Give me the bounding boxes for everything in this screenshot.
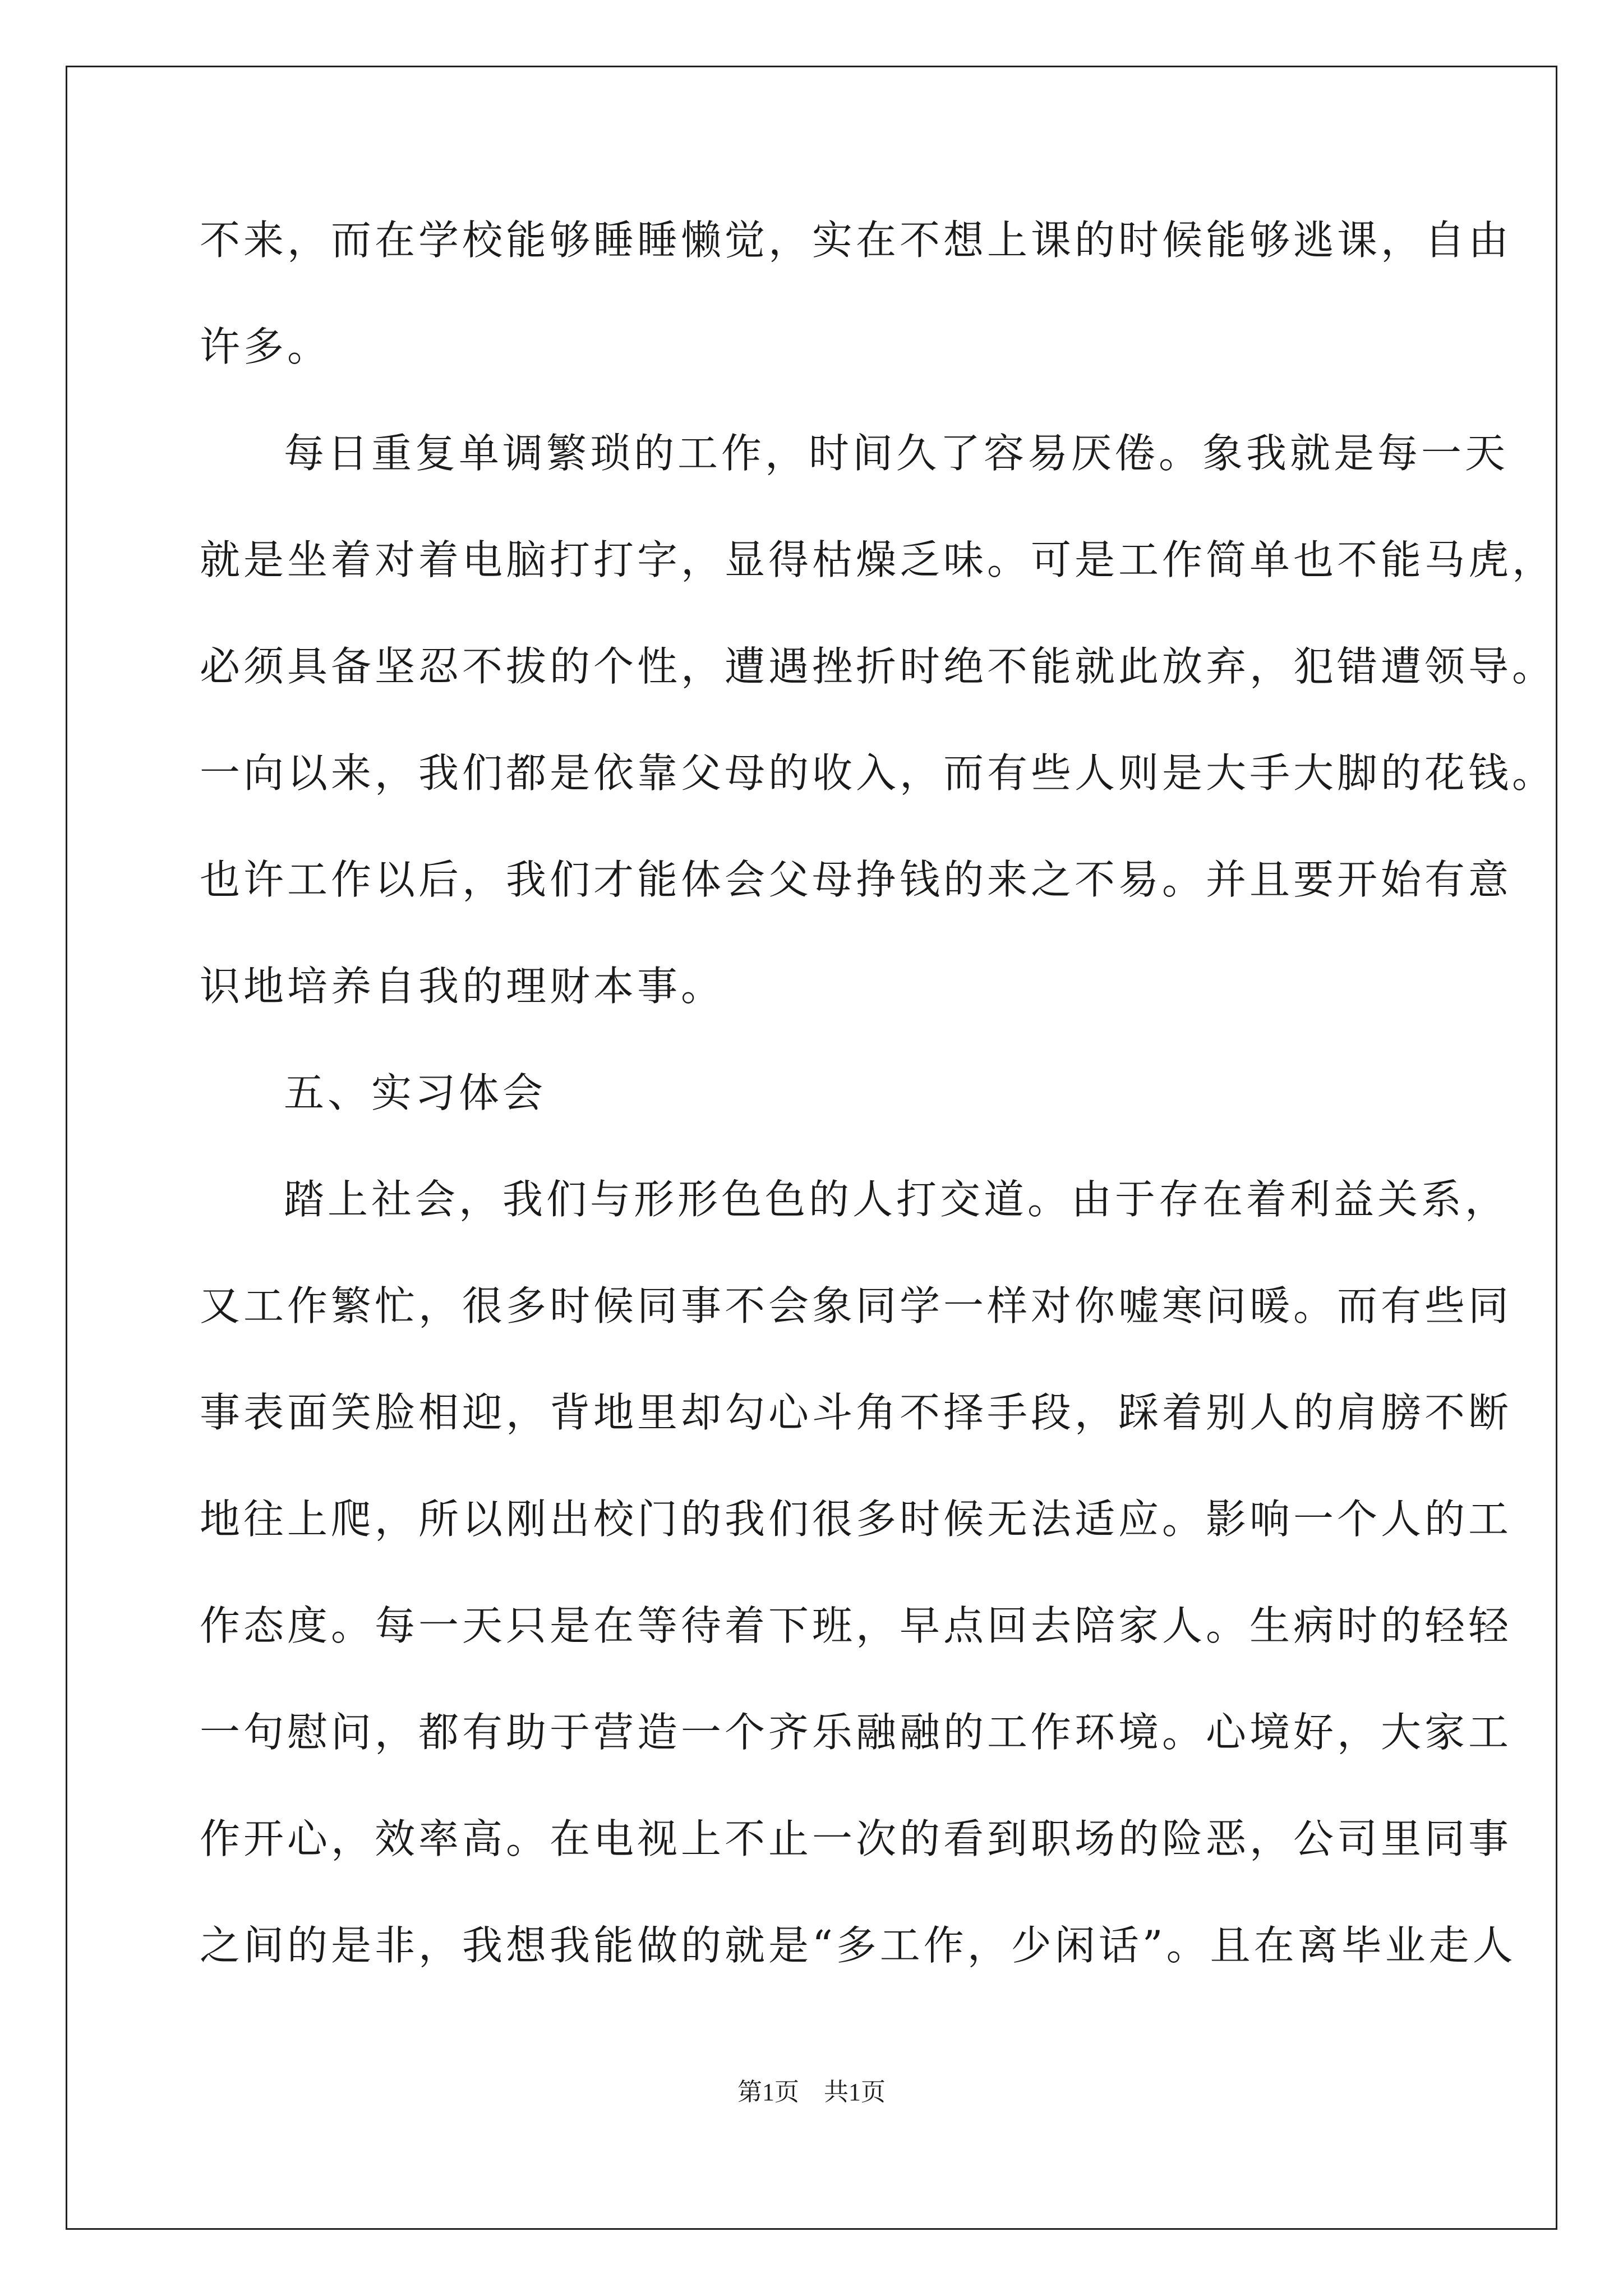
document-body — [200, 213, 1556, 2025]
text-line: 地往上爬，所以刚出校门的我们很多时候无法适应。影响一个人的工 — [200, 1496, 1513, 1543]
text-line: 一向以来，我们都是依靠父母的收入，而有些人则是大手大脚的花钱。 — [200, 749, 1556, 797]
text-line: 作开心，效率高。在电视上不止一次的看到职场的险恶，公司里同事 — [200, 1815, 1513, 1862]
text-line: 许多。 — [200, 323, 331, 370]
text-line: 之间的是非，我想我能做的就是“多工作，少闲话”。且在离毕业走人 — [200, 1922, 1516, 1969]
text-line: 一句慰问，都有助于营造一个齐乐融融的工作环境。心境好，大家工 — [200, 1709, 1513, 1756]
text-line: 也许工作以后，我们才能体会父母挣钱的来之不易。并且要开始有意 — [200, 856, 1513, 903]
text-line: 每日重复单调繁琐的工作，时间久了容易厌倦。象我就是每一天 — [284, 430, 1509, 477]
text-line: 事表面笑脸相迎，背地里却勾心斗角不择手段，踩着别人的肩膀不断 — [200, 1389, 1513, 1436]
text-line: 又工作繁忙，很多时候同事不会象同学一样对你嘘寒问暖。而有些同 — [200, 1282, 1513, 1329]
page-number-footer: 第1页 共1页 — [737, 2078, 886, 2106]
text-line: 作态度。每一天只是在等待着下班，早点回去陪家人。生病时的轻轻 — [200, 1602, 1513, 1649]
text-line: 识地培养自我的理财本事。 — [200, 963, 725, 1010]
text-line: 踏上社会，我们与形形色色的人打交道。由于存在着利益关系， — [284, 1176, 1509, 1223]
text-line: 不来，而在学校能够睡睡懒觉，实在不想上课的时候能够逃课，自由 — [200, 217, 1513, 264]
text-line: 就是坐着对着电脑打打字，显得枯燥乏味。可是工作简单也不能马虎， — [200, 536, 1556, 583]
text-line: 必须具备坚忍不拔的个性，遭遇挫折时绝不能就此放弃，犯错遭领导。 — [200, 643, 1556, 690]
section-heading: 五、实习体会 — [284, 1069, 547, 1116]
